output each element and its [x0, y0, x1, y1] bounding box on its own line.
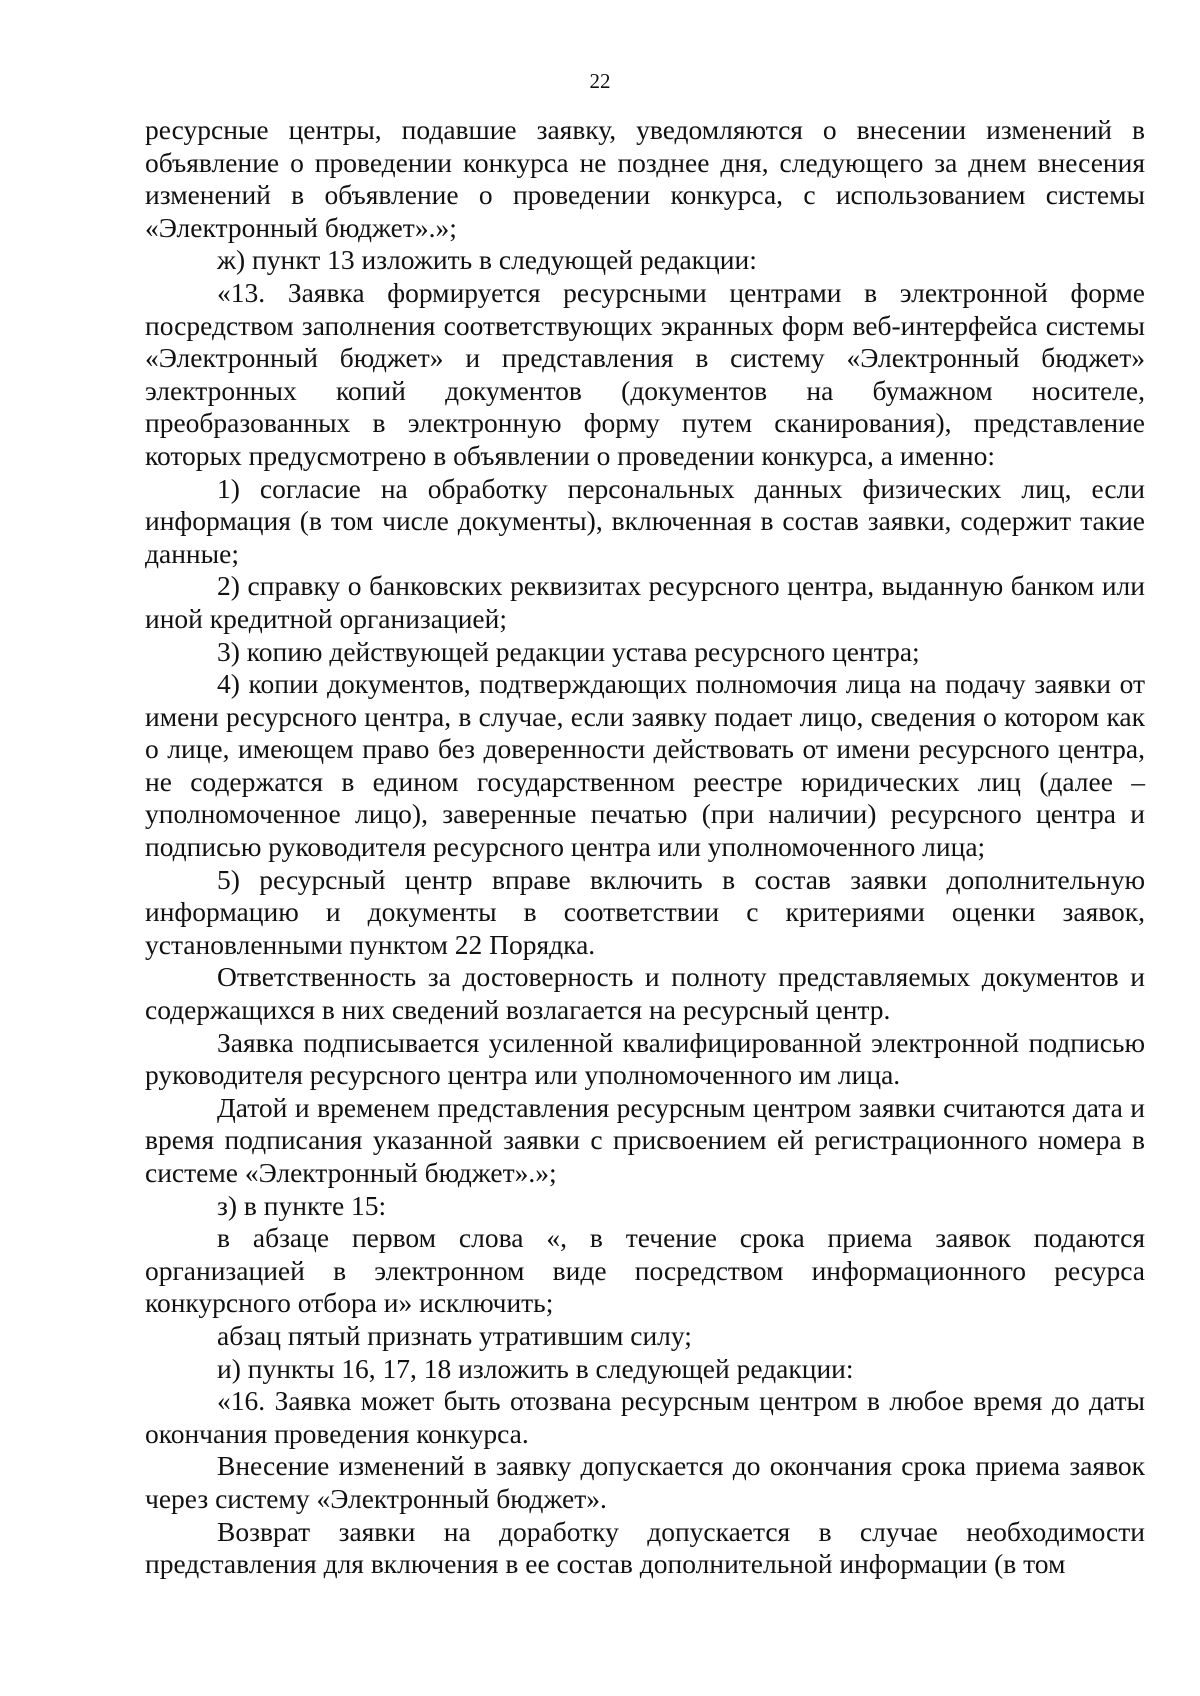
paragraph: в абзаце первом слова «, в течение срока приема заявок подаются организацией в электронном виде посредством информационного ресурса конкурсного отбора и» исключить; — [145, 1222, 1145, 1319]
list-item: 2) справку о банковских реквизитах ресурсного центра, выданную банком или иной кредитной организацией; — [145, 570, 1145, 634]
paragraph: ж) пункт 13 изложить в следующей редакции: — [217, 244, 757, 276]
paragraph: «13. Заявка формируется ресурсными центрами в электронной форме посредством заполнения соответствующих экранных форм веб-интерфейса системы «Электронный бюджет» и представления в систему «Электронный бюджет» электронных копий документов (документов на бумажном носителе, преобразованных в электронную форму путем сканирования), представление которых предусмотрено в объявлении о проведении конкурса, а именно: — [145, 276, 1145, 471]
paragraph: Ответственность за достоверность и полноту представляемых документов и содержащихся в них сведений возлагается на ресурсный центр. — [145, 961, 1145, 1026]
list-item: 3) копию действующей редакции устава ресурсного центра; — [217, 635, 920, 667]
paragraph: Датой и временем представления ресурсным центром заявки считаются дата и время подписания указанной заявки с присвоением ей регистрационного номера в системе «Электронный бюджет».»; — [145, 1091, 1145, 1188]
paragraph: абзац пятый признать утратившим силу; — [217, 1319, 692, 1351]
paragraph: «16. Заявка может быть отозвана ресурсным центром в любое время до даты окончания проведения конкурса. — [145, 1385, 1145, 1449]
paragraph: Возврат заявки на доработку допускается в случае необходимости представления для включения в ее состав дополнительной информации (в том — [145, 1515, 1145, 1580]
list-item: 4) копии документов, подтверждающих полномочия лица на подачу заявки от имени ресурсного центра, в случае, если заявку подает лицо, сведения о котором как о лице, имеющем право без доверенности действовать от имени ресурсного центра, не содержатся в едином государственном реестре юридических лиц (далее – уполномоченное лицо), заверенные печатью (при наличии) ресурсного центра и подписью руководителя ресурсного центра или уполномоченного лица; — [145, 668, 1145, 863]
paragraph: ресурсные центры, подавшие заявку, уведомляются о внесении изменений в объявление о проведении конкурса не позднее дня, следующего за днем внесения изменений в объявление о проведении конкурса, с использованием системы «Электронный бюджет».»; — [145, 114, 1145, 243]
paragraph: Внесение изменений в заявку допускается до окончания срока приема заявок через систему «Электронный бюджет». — [145, 1450, 1145, 1514]
document-body — [145, 114, 1145, 1581]
paragraph: Заявка подписывается усиленной квалифицированной электронной подписью руководителя ресурсного центра или уполномоченного им лица. — [145, 1026, 1145, 1091]
paragraph: и) пункты 16, 17, 18 изложить в следующей редакции: — [217, 1352, 854, 1384]
page-number: 22 — [589, 69, 611, 93]
paragraph: з) в пункте 15: — [217, 1189, 387, 1221]
list-item: 5) ресурсный центр вправе включить в состав заявки дополнительную информацию и документы в соответствии с критериями оценки заявок, установленными пунктом 22 Порядка. — [145, 863, 1145, 960]
list-item: 1) согласие на обработку персональных данных физических лиц, если информация (в том числе документы), включенная в состав заявки, содержит такие данные; — [145, 472, 1145, 569]
